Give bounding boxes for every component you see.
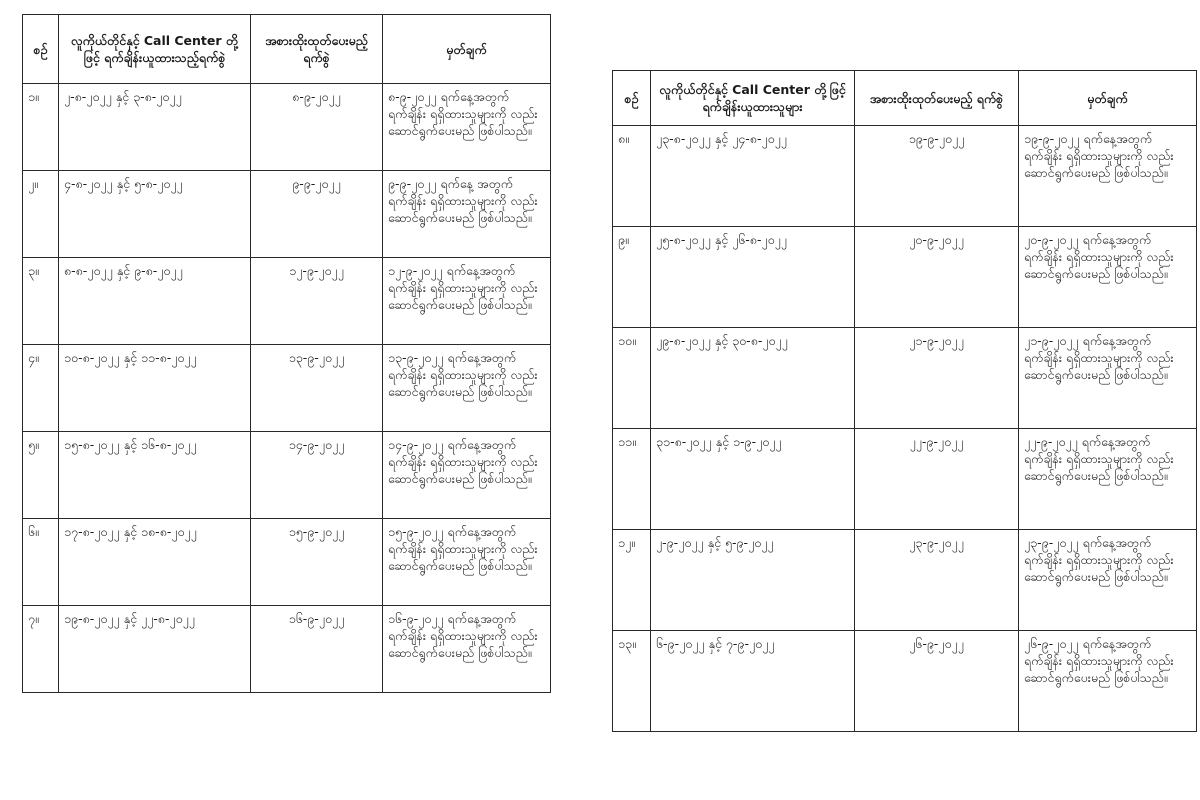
header-appointment-holders: လူကိုယ်တိုင်နှင့် Call Center တို့ဖြင့် ရက်ချိန်းယူထားသူများ bbox=[651, 71, 855, 126]
row-replacement-date: ၁၅-၉-၂၀၂၂ bbox=[251, 519, 383, 606]
row-appointment-range: ၂-၈-၂၀၂၂ နှင့် ၃-၈-၂၀၂၂ bbox=[59, 84, 251, 171]
table-row bbox=[23, 171, 551, 258]
table-row bbox=[613, 429, 1197, 530]
right-schedule-table bbox=[612, 70, 1197, 732]
row-serial-no: ၁၃။ bbox=[613, 631, 651, 732]
row-replacement-date: ၁၆-၉-၂၀၂၂ bbox=[251, 606, 383, 693]
table-row bbox=[23, 606, 551, 693]
header-replacement-date: အစားထိုးထုတ်ပေးမည့် ရက်စွဲ bbox=[251, 15, 383, 84]
row-appointment-range: ၁၅-၈-၂၀၂၂ နှင့် ၁၆-၈-၂၀၂၂ bbox=[59, 432, 251, 519]
row-serial-no: ၂။ bbox=[23, 171, 59, 258]
header-remarks: မှတ်ချက် bbox=[383, 15, 551, 84]
row-replacement-date: ၂၃-၉-၂၀၂၂ bbox=[855, 530, 1019, 631]
row-remark: ၂၆-၉-၂၀၂၂ ရက်နေ့အတွက် ရက်ချိန်း ရရှိထားသူများကို လည်း ဆောင်ရွက်ပေးမည် ဖြစ်ပါသည်။ bbox=[1019, 631, 1197, 732]
row-appointment-range: ၆-၉-၂၀၂၂ နှင့် ၇-၉-၂၀၂၂ bbox=[651, 631, 855, 732]
row-appointment-range: ၂၉-၈-၂၀၂၂ နှင့် ၃၀-၈-၂၀၂၂ bbox=[651, 328, 855, 429]
row-remark: ၁၃-၉-၂၀၂၂ ရက်နေ့အတွက် ရက်ချိန်း ရရှိထားသူများကို လည်း ဆောင်ရွက်ပေးမည် ဖြစ်ပါသည်။ bbox=[383, 345, 551, 432]
row-remark: ၂၁-၉-၂၀၂၂ ရက်နေ့အတွက် ရက်ချိန်း ရရှိထားသူများကို လည်း ဆောင်ရွက်ပေးမည် ဖြစ်ပါသည်။ bbox=[1019, 328, 1197, 429]
row-serial-no: ၅။ bbox=[23, 432, 59, 519]
row-serial-no: ၁၂။ bbox=[613, 530, 651, 631]
row-remark: ၈-၉-၂၀၂၂ ရက်နေ့အတွက် ရက်ချိန်း ရရှိထားသူများကို လည်း ဆောင်ရွက်ပေးမည် ဖြစ်ပါသည်။ bbox=[383, 84, 551, 171]
table-row bbox=[23, 345, 551, 432]
table-row bbox=[613, 126, 1197, 227]
row-serial-no: ၉။ bbox=[613, 227, 651, 328]
row-appointment-range: ၁၀-၈-၂၀၂၂ နှင့် ၁၁-၈-၂၀၂၂ bbox=[59, 345, 251, 432]
row-appointment-range: ၄-၈-၂၀၂၂ နှင့် ၅-၈-၂၀၂၂ bbox=[59, 171, 251, 258]
table-header-row bbox=[613, 71, 1197, 126]
table-row bbox=[613, 328, 1197, 429]
row-replacement-date: ၂၁-၉-၂၀၂၂ bbox=[855, 328, 1019, 429]
row-serial-no: ၇။ bbox=[23, 606, 59, 693]
row-remark: ၁၆-၉-၂၀၂၂ ရက်နေ့အတွက် ရက်ချိန်း ရရှိထားသူများကို လည်း ဆောင်ရွက်ပေးမည် ဖြစ်ပါသည်။ bbox=[383, 606, 551, 693]
header-remarks: မှတ်ချက် bbox=[1019, 71, 1197, 126]
row-replacement-date: ၁၃-၉-၂၀၂၂ bbox=[251, 345, 383, 432]
row-replacement-date: ၁၉-၉-၂၀၂၂ bbox=[855, 126, 1019, 227]
row-appointment-range: ၂၅-၈-၂၀၂၂ နှင့် ၂၆-၈-၂၀၂၂ bbox=[651, 227, 855, 328]
table-row bbox=[613, 227, 1197, 328]
row-replacement-date: ၂၆-၉-၂၀၂၂ bbox=[855, 631, 1019, 732]
table-row bbox=[23, 432, 551, 519]
row-appointment-range: ၈-၈-၂၀၂၂ နှင့် ၉-၈-၂၀၂၂ bbox=[59, 258, 251, 345]
row-appointment-range: ၃၁-၈-၂၀၂၂ နှင့် ၁-၉-၂၀၂၂ bbox=[651, 429, 855, 530]
header-serial-no: စဉ် bbox=[613, 71, 651, 126]
table-header-row bbox=[23, 15, 551, 84]
row-remark: ၁၅-၉-၂၀၂၂ ရက်နေ့အတွက် ရက်ချိန်း ရရှိထားသူများကို လည်း ဆောင်ရွက်ပေးမည် ဖြစ်ပါသည်။ bbox=[383, 519, 551, 606]
row-serial-no: ၁၀။ bbox=[613, 328, 651, 429]
row-remark: ၁၉-၉-၂၀၂၂ ရက်နေ့အတွက် ရက်ချိန်း ရရှိထားသူများကို လည်း ဆောင်ရွက်ပေးမည် ဖြစ်ပါသည်။ bbox=[1019, 126, 1197, 227]
table-row bbox=[613, 631, 1197, 732]
table-row bbox=[613, 530, 1197, 631]
row-replacement-date: ၉-၉-၂၀၂၂ bbox=[251, 171, 383, 258]
row-serial-no: ၈။ bbox=[613, 126, 651, 227]
row-replacement-date: ၂၂-၉-၂၀၂၂ bbox=[855, 429, 1019, 530]
row-serial-no: ၄။ bbox=[23, 345, 59, 432]
header-appointment-dates: လူကိုယ်တိုင်နှင့် Call Center တို့ဖြင့် ရက်ချိန်းယူထားသည့်ရက်စွဲ bbox=[59, 15, 251, 84]
table-row bbox=[23, 519, 551, 606]
row-serial-no: ၁။ bbox=[23, 84, 59, 171]
row-remark: ၁၂-၉-၂၀၂၂ ရက်နေ့အတွက် ရက်ချိန်း ရရှိထားသူများကို လည်း ဆောင်ရွက်ပေးမည် ဖြစ်ပါသည်။ bbox=[383, 258, 551, 345]
row-appointment-range: ၂၃-၈-၂၀၂၂ နှင့် ၂၄-၈-၂၀၂၂ bbox=[651, 126, 855, 227]
row-remark: ၁၄-၉-၂၀၂၂ ရက်နေ့အတွက် ရက်ချိန်း ရရှိထားသူများကို လည်း ဆောင်ရွက်ပေးမည် ဖြစ်ပါသည်။ bbox=[383, 432, 551, 519]
row-replacement-date: ၂၀-၉-၂၀၂၂ bbox=[855, 227, 1019, 328]
header-replacement-date: အစားထိုးထုတ်ပေးမည့် ရက်စွဲ bbox=[855, 71, 1019, 126]
row-serial-no: ၆။ bbox=[23, 519, 59, 606]
left-document-page bbox=[22, 14, 550, 774]
row-remark: ၂၃-၉-၂၀၂၂ ရက်နေ့အတွက် ရက်ချိန်း ရရှိထားသူများကို လည်း ဆောင်ရွက်ပေးမည် ဖြစ်ပါသည်။ bbox=[1019, 530, 1197, 631]
row-replacement-date: ၈-၉-၂၀၂၂ bbox=[251, 84, 383, 171]
row-remark: ၂၂-၉-၂၀၂၂ ရက်နေ့အတွက် ရက်ချိန်း ရရှိထားသူများကို လည်း ဆောင်ရွက်ပေးမည် ဖြစ်ပါသည်။ bbox=[1019, 429, 1197, 530]
row-appointment-range: ၁၇-၈-၂၀၂၂ နှင့် ၁၈-၈-၂၀၂၂ bbox=[59, 519, 251, 606]
header-serial-no: စဉ် bbox=[23, 15, 59, 84]
row-remark: ၉-၉-၂၀၂၂ ရက်နေ့ အတွက် ရက်ချိန်း ရရှိထားသူများကို လည်း ဆောင်ရွက်ပေးမည် ဖြစ်ပါသည်။ bbox=[383, 171, 551, 258]
left-schedule-table bbox=[22, 14, 551, 693]
row-serial-no: ၁၁။ bbox=[613, 429, 651, 530]
row-replacement-date: ၁၄-၉-၂၀၂၂ bbox=[251, 432, 383, 519]
table-row bbox=[23, 258, 551, 345]
row-remark: ၂၀-၉-၂၀၂၂ ရက်နေ့အတွက် ရက်ချိန်း ရရှိထားသူများကို လည်း ဆောင်ရွက်ပေးမည် ဖြစ်ပါသည်။ bbox=[1019, 227, 1197, 328]
row-serial-no: ၃။ bbox=[23, 258, 59, 345]
row-appointment-range: ၂-၉-၂၀၂၂ နှင့် ၅-၉-၂၀၂၂ bbox=[651, 530, 855, 631]
row-replacement-date: ၁၂-၉-၂၀၂၂ bbox=[251, 258, 383, 345]
table-row bbox=[23, 84, 551, 171]
row-appointment-range: ၁၉-၈-၂၀၂၂ နှင့် ၂၂-၈-၂၀၂၂ bbox=[59, 606, 251, 693]
right-document-page bbox=[612, 70, 1196, 760]
